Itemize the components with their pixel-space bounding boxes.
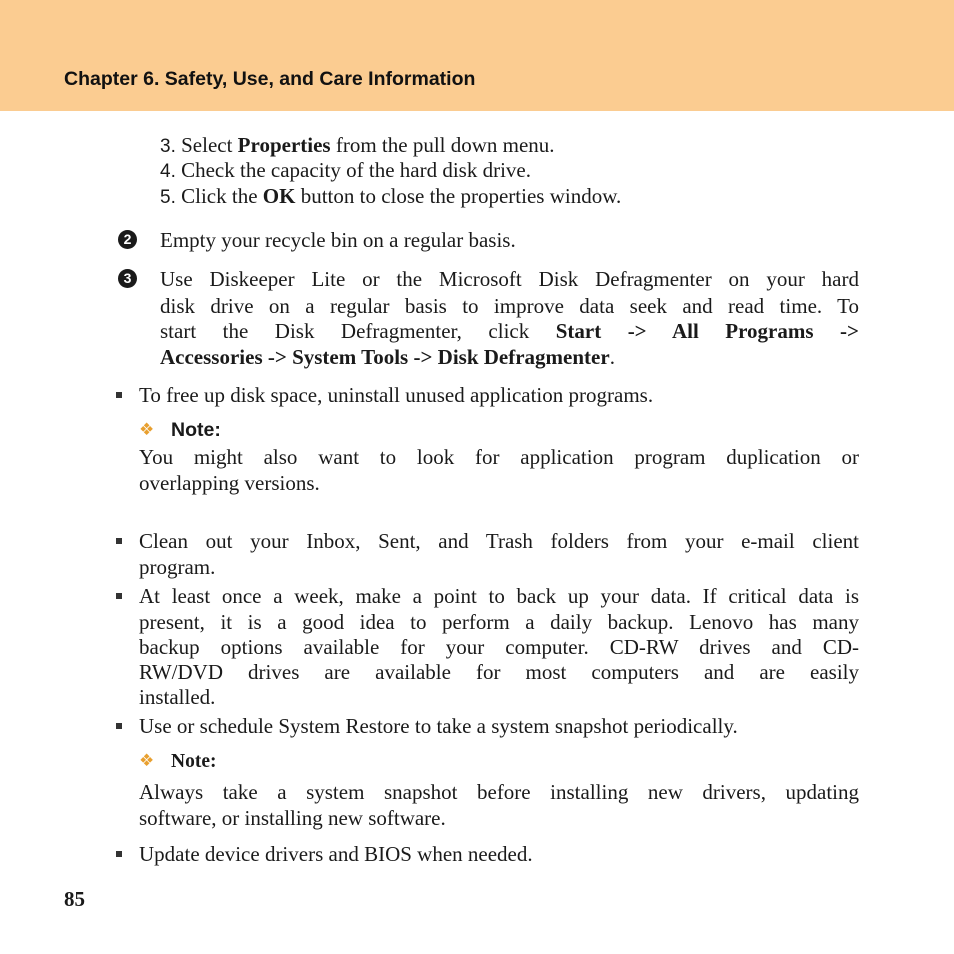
- note-text-line-1: You might also want to look for application program duplication or: [139, 445, 859, 469]
- recycle-bin-tip: Empty your recycle bin on a regular basis.: [160, 228, 516, 252]
- backup-tip-line-4: RW/DVD drives are available for most computers and are easily: [139, 660, 859, 684]
- bullet-square-icon: [116, 723, 122, 729]
- backup-tip-line-2: present, it is a good idea to perform a daily backup. Lenovo has many: [139, 610, 859, 634]
- note-diamond-icon: ❖: [139, 751, 155, 770]
- note-text-line-1: Always take a system snapshot before installing new drivers, updating: [139, 780, 859, 804]
- clean-folders-tip-line-1: Clean out your Inbox, Sent, and Trash folders from your e-mail client: [139, 529, 859, 553]
- note-text-line-2: software, or installing new software.: [139, 806, 446, 830]
- note-text-line-2: overlapping versions.: [139, 471, 320, 495]
- bullet-square-icon: [116, 851, 122, 857]
- bullet-square-icon: [116, 538, 122, 544]
- update-drivers-tip: Update device drivers and BIOS when needed.: [139, 842, 533, 866]
- system-restore-tip: Use or schedule System Restore to take a system snapshot periodically.: [139, 714, 738, 738]
- step-5: 5. Click the OK button to close the properties window.: [160, 184, 622, 208]
- page-number: 85: [64, 887, 85, 911]
- circled-number-3-icon: 3: [118, 269, 137, 288]
- defrag-tip-line-1: Use Diskeeper Lite or the Microsoft Disk Defragmenter on your hard: [160, 267, 859, 291]
- defrag-tip-line-2: disk drive on a regular basis to improve data seek and read time. To: [160, 294, 859, 318]
- defrag-tip-line-4: Accessories -> System Tools -> Disk Defragmenter.: [160, 345, 615, 369]
- defrag-tip-line-3: start the Disk Defragmenter, click Start -> All Programs ->: [160, 319, 859, 343]
- circled-number-2-icon: 2: [118, 230, 137, 249]
- step-3: 3. Select Properties from the pull down menu.: [160, 133, 555, 157]
- backup-tip-line-5: installed.: [139, 685, 216, 709]
- clean-folders-tip-line-2: program.: [139, 555, 216, 579]
- note-label: Note:: [171, 419, 221, 441]
- step-4: 4. Check the capacity of the hard disk drive.: [160, 158, 531, 182]
- note-label: Note:: [171, 751, 217, 772]
- uninstall-programs-tip: To free up disk space, uninstall unused application programs.: [139, 383, 654, 407]
- backup-tip-line-3: backup options available for your computer. CD-RW drives and CD-: [139, 635, 859, 659]
- note-diamond-icon: ❖: [139, 420, 155, 439]
- backup-tip-line-1: At least once a week, make a point to back up your data. If critical data is: [139, 584, 859, 608]
- bullet-square-icon: [116, 392, 122, 398]
- bullet-square-icon: [116, 593, 122, 599]
- chapter-header-band: [0, 0, 954, 111]
- chapter-title: Chapter 6. Safety, Use, and Care Information: [64, 68, 476, 90]
